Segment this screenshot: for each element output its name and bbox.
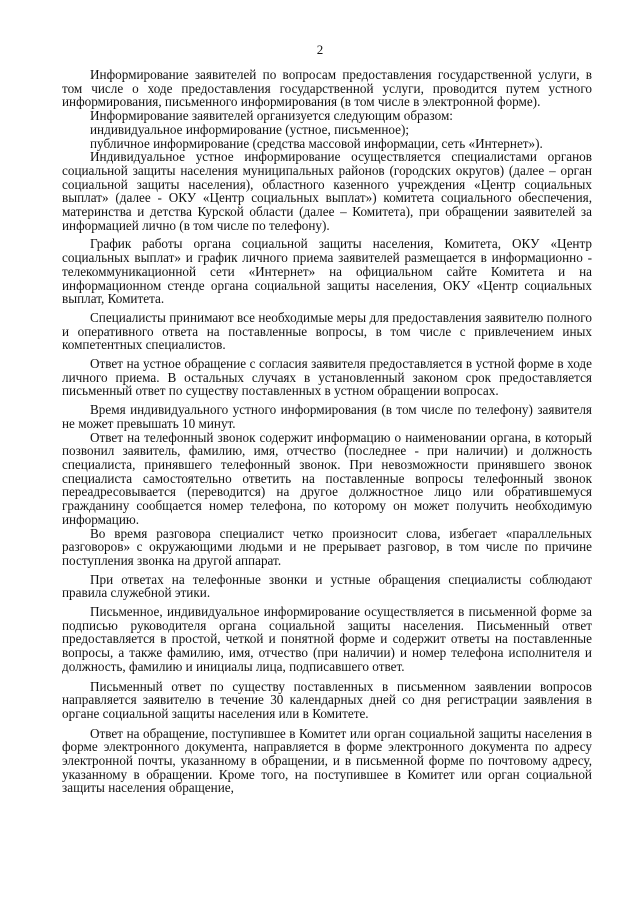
paragraph-conversation: Во время разговора специалист четко произносит слова, избегает «параллельных разговоров» с окружающими людьми и не прерывает разговор, в том числе по причине поступления звонка на другой аппарат.: [62, 525, 592, 568]
paragraph-electronic-reply: Ответ на обращение, поступившее в Комитет или орган социальной защиты населения в форме электронного документа, направляется в форме электронного документа по адресу электронной почты, указанному в обращении, и в письменной форме по почтовому адресу, указанному в обращении. Кроме того, на поступившее в Комитет или орган социальной защиты населения обращение,: [62, 725, 592, 796]
document-body: [62, 68, 592, 795]
paragraph-oral-reply: Ответ на устное обращение с согласия заявителя предоставляется в устной форме в ходе личного приема. В остальных случаях в установленный законом срок предоставляется письменный ответ по существу поставленных в устном обращении вопросах.: [62, 356, 592, 399]
paragraph-written-informing: Письменное, индивидуальное информирование осуществляется в письменной форме за подписью руководителя органа социальной защиты населения. Письменный ответ предоставляется в простой, четкой и понятной форме и содержит ответы на поставленные вопросы, а также фамилию, имя, отчество (при наличии) и номер телефона исполнителя и должность, фамилию и инициалы лица, подписавшего ответ.: [62, 604, 592, 674]
paragraph-ethics: При ответах на телефонные звонки и устные обращения специалисты соблюдают правила служебной этики.: [62, 571, 592, 601]
paragraph-schedule: График работы органа социальной защиты населения, Комитета, ОКУ «Центр социальных выплат» и график личного приема заявителей размещается в информационно - телекоммуникационной сети «Интернет» на официальном сайте Комитета и на информационном стенде органа социальной защиты населения, ОКУ «Центр социальных выплат, Комитета.: [62, 236, 592, 307]
paragraph-organization: Информирование заявителей организуется следующим образом:: [90, 108, 453, 124]
paragraph-phone-reply: Ответ на телефонный звонок содержит информацию о наименовании органа, в который позвонил заявитель, фамилию, имя, отчество (последнее - при наличии) и должность специалиста, принявшего телефонный звонок. При невозможности принявшего звонок специалиста самостоятельно ответить на поставленные вопросы телефонный звонок переадресовывается (переводится) на другое должностное лицо или обратившемуся гражданину сообщается номер телефона, по которому он может получить необходимую информацию.: [62, 429, 592, 527]
paragraph-individual: индивидуальное информирование (устное, письменное);: [90, 121, 410, 137]
paragraph-time-limit: Время индивидуального устного информирования (в том числе по телефону) заявителя не может превышать 10 минут.: [62, 402, 592, 431]
paragraph-informing-intro: Информирование заявителей по вопросам предоставления государственной услуги, в том числе о ходе предоставления государственной услуги, проводится путем устного информирования, письменного информирования (в том числе в электронной форме).: [62, 67, 592, 110]
paragraph-oral-informing: Индивидуальное устное информирование осуществляется специалистами органов социальной защиты населения муниципальных районов (городских округов) (далее – орган социальной защиты населения), областного казенного учреждения «Центр социальных выплат» (далее - ОКУ «Центр социальных выплат») комитета социального обеспечения, материнства и детства Курской области (далее – Комитета), при обращении заявителей за информацией лично (в том числе по телефону).: [62, 149, 592, 233]
paragraph-public: публичное информирование (средства массовой информации, сеть «Интернет»).: [90, 135, 543, 151]
paragraph-specialists: Специалисты принимают все необходимые меры для предоставления заявителю полного и оперативного ответа на поставленные вопросы, в том числе с привлечением иных компетентных специалистов.: [62, 309, 592, 353]
page-number: 2: [316, 42, 324, 57]
paragraph-written-reply-term: Письменный ответ по существу поставленных в письменном заявлении вопросов направляется заявителю в течение 30 календарных дней со дня регистрации заявления в органе социальной защиты населения или в Комитете.: [62, 678, 592, 721]
